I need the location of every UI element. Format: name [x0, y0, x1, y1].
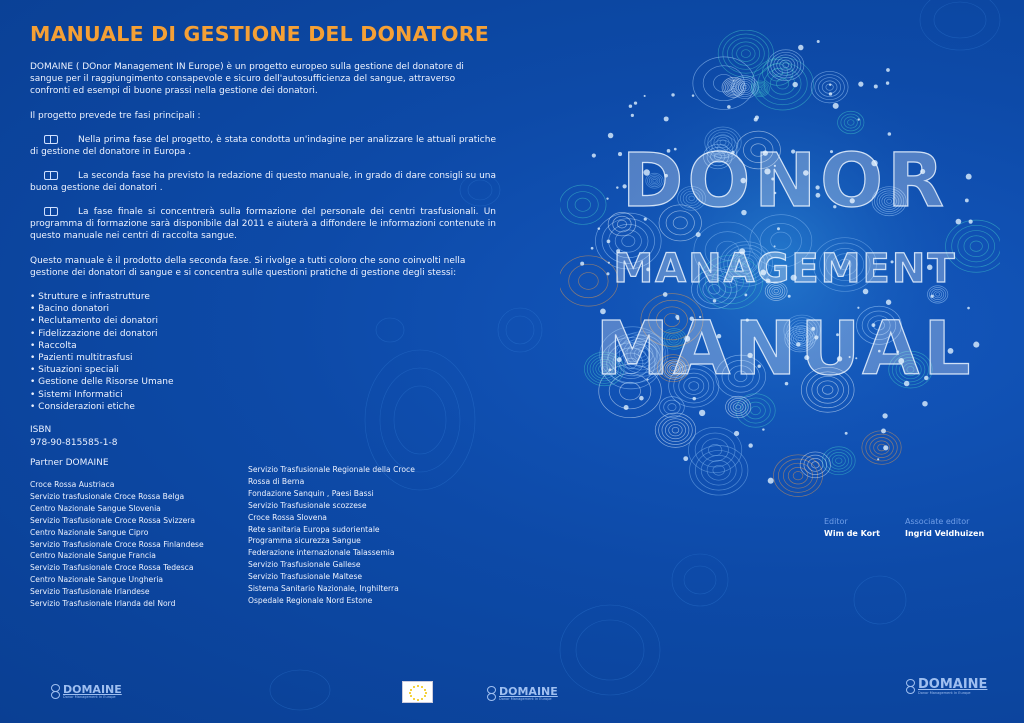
list-item: Rete sanitaria Europa sudorientale — [248, 524, 380, 534]
decorative-dot — [639, 396, 644, 401]
list-item: • Situazioni speciali — [30, 364, 174, 376]
decorative-dot — [634, 101, 637, 104]
phase-3-text: La fase finale si concentrerà sulla formazione del personale dei centri trasfusionali. Un programma di formazione sarà disponibile dal 2011 e aiuterà a diffondere le informazioni contenute in questo manuale nei centri di raccolta sangue. — [30, 207, 496, 241]
list-item: Servizio Trasfusionale Croce Rossa Tedesca — [30, 563, 194, 573]
cover-title-line3: MANUAL — [595, 306, 975, 392]
list-item: Servizio trasfusionale Croce Rossa Belga — [30, 491, 185, 501]
decorative-dot — [727, 105, 731, 109]
decorative-dot — [624, 405, 629, 410]
logo-subtitle: Donor Management In Europe — [63, 695, 116, 700]
decorative-dot — [833, 103, 839, 109]
decorative-dot — [845, 432, 848, 435]
list-item: Rossa di Berna — [248, 476, 305, 486]
isbn-block — [30, 424, 117, 449]
book-icon — [44, 207, 58, 216]
phases-intro: Il progetto prevede tre fasi principali : — [30, 111, 201, 121]
decorative-dot — [744, 294, 747, 297]
list-item: • Pazienti multitrasfusi — [30, 352, 174, 364]
decorative-dot — [671, 93, 674, 96]
list-item: Servizio Trasfusionale Gallese — [248, 560, 361, 570]
decorative-dot — [886, 300, 891, 305]
decorative-dot — [631, 114, 634, 117]
decorative-dot — [607, 239, 611, 243]
list-item: Servizio Trasfusionale Croce Rossa Svizzera — [30, 515, 196, 525]
decorative-dot — [886, 81, 889, 84]
phase-2 — [30, 170, 496, 194]
decorative-dot — [683, 456, 688, 461]
decorative-dot — [798, 45, 803, 50]
decorative-dot — [699, 410, 705, 416]
phase-2-text: La seconda fase ha previsto la redazione di questo manuale, in grado di dare consigli su una buona gestione dei donatori . — [30, 171, 496, 193]
phase-3 — [30, 206, 496, 242]
decorative-dot — [817, 40, 820, 43]
list-item: • Fidelizzazione dei donatori — [30, 328, 174, 340]
decorative-dot — [663, 292, 668, 297]
decorative-dot — [792, 82, 797, 87]
list-item: Centro Nazionale Sangue Francia — [30, 551, 156, 561]
decorative-dot — [881, 429, 886, 434]
list-item: Servizio Trasfusionale Irlandese — [30, 587, 150, 597]
domaine-logo — [50, 684, 122, 700]
list-item: • Sistemi Informatici — [30, 389, 174, 401]
list-item: Programma sicurezza Sangue — [248, 536, 361, 546]
list-item: Servizio Trasfusionale Maltese — [248, 572, 363, 582]
book-icon — [44, 171, 58, 180]
list-item: • Reclutamento dei donatori — [30, 315, 174, 327]
eu-flag-icon — [402, 681, 433, 703]
topics-list — [30, 291, 174, 413]
partners-list-col1 — [30, 479, 204, 610]
domaine-logo-cover — [905, 678, 987, 696]
decorative-dot — [874, 84, 878, 88]
decorative-dot — [857, 118, 859, 120]
list-item: Servizio Trasfusionale Irlanda del Nord — [30, 599, 176, 609]
page-title: MANUALE DI GESTIONE DEL DONATORE — [30, 22, 489, 46]
logo-subtitle: Donor Management In Europe — [499, 697, 552, 702]
decorative-dot — [693, 397, 697, 401]
decorative-dot — [762, 428, 764, 430]
logo-name: DOMAINE — [918, 677, 988, 692]
decorative-dot — [692, 94, 695, 97]
decorative-dot — [629, 104, 632, 107]
list-item: • Gestione delle Risorse Umane — [30, 376, 174, 388]
list-item: • Bacino donatori — [30, 303, 174, 315]
list-item: Centro Nazionale Sangue Ungheria — [30, 575, 164, 585]
isbn-label: ISBN — [30, 425, 52, 435]
decorative-dot — [713, 299, 716, 302]
list-item: Fondazione Sanquin , Paesi Bassi — [248, 488, 374, 498]
decorative-dot — [748, 443, 752, 447]
editor-name: Wim de Kort — [824, 529, 880, 538]
decorative-dot — [888, 132, 892, 136]
phase-1-text: Nella prima fase del progetto, è stata condotta un'indagine per analizzare le attuali pratiche di gestione del donatore in Europa . — [30, 135, 496, 157]
decorative-dot — [829, 84, 831, 86]
partners-list-col2 — [248, 464, 415, 607]
logo-subtitle: Donor Management In Europe — [918, 691, 971, 695]
cover-title-line2: MANAGEMENT — [613, 246, 957, 292]
domaine-logo-icon — [905, 679, 915, 695]
book-icon — [44, 135, 58, 144]
decorative-dot — [734, 431, 739, 436]
decorative-dot — [922, 401, 928, 407]
intro-paragraph: DOMAINE ( DOnor Management IN Europe) è un progetto europeo sulla gestione del donatore di sangue per il raggiungimento consapevole e sicuro dell'autosufficienza del sangue, attraverso confronti ed esempi di buone prassi nella gestione dei donatori. — [30, 62, 464, 96]
logo-name: DOMAINE — [499, 685, 558, 699]
list-item: • Strutture e infrastrutture — [30, 291, 174, 303]
decorative-dot — [664, 116, 669, 121]
domaine-logo-icon — [486, 686, 496, 702]
logo-name: DOMAINE — [63, 683, 122, 697]
decorative-dot — [829, 92, 832, 95]
partners-heading: Partner DOMAINE — [30, 458, 109, 468]
decorative-dot — [768, 478, 774, 484]
list-item: • Considerazioni etiche — [30, 401, 174, 413]
decorative-dot — [858, 81, 863, 86]
decorative-dot — [886, 68, 890, 72]
cover-title-line1: DONOR — [621, 138, 949, 224]
list-item: • Raccolta — [30, 340, 174, 352]
decorative-dot — [754, 117, 758, 121]
list-item: Ospedale Regionale Nord Estone — [248, 595, 373, 605]
decorative-dot — [644, 95, 646, 97]
editor-role: Editor — [824, 517, 848, 526]
decorative-dot — [777, 227, 780, 230]
associate-editor-name: Ingrid Veldhuizen — [905, 529, 985, 538]
decorative-dot — [877, 458, 879, 460]
decorative-dot — [788, 295, 791, 298]
list-item: Centro Nazionale Sangue Slovenia — [30, 503, 161, 513]
phase-1 — [30, 134, 496, 158]
decorative-dot — [882, 413, 887, 418]
list-item: Servizio Trasfusionale Croce Rossa Finlandese — [30, 539, 204, 549]
list-item: Sistema Sanitario Nazionale, Inghilterra — [248, 584, 399, 594]
decorative-dot — [883, 445, 888, 450]
list-item: Servizio Trasfusionale Regionale della Croce — [248, 465, 415, 474]
list-item: Croce Rossa Slovena — [248, 512, 327, 522]
list-item: Servizio Trasfusionale scozzese — [248, 500, 367, 510]
domaine-logo-center — [486, 686, 558, 702]
decorative-dot — [696, 232, 701, 237]
isbn-number: 978-90-815585-1-8 — [30, 437, 118, 448]
list-item: Centro Nazionale Sangue Cipro — [30, 527, 149, 537]
list-item: Federazione internazionale Talassemia — [248, 548, 395, 558]
list-item: Croce Rossa Austriaca — [30, 480, 115, 489]
domaine-logo-icon — [50, 684, 60, 700]
associate-editor-role: Associate editor — [905, 517, 970, 526]
decorative-dot — [598, 227, 601, 230]
decorative-dot — [931, 295, 934, 298]
manual-description: Questo manuale è il prodotto della seconda fase. Si rivolge a tutti coloro che sono coinvolti nella gestione dei donatori di sangue e si concentra sulle questioni pratiche di gestione degli stessi: — [30, 256, 466, 278]
